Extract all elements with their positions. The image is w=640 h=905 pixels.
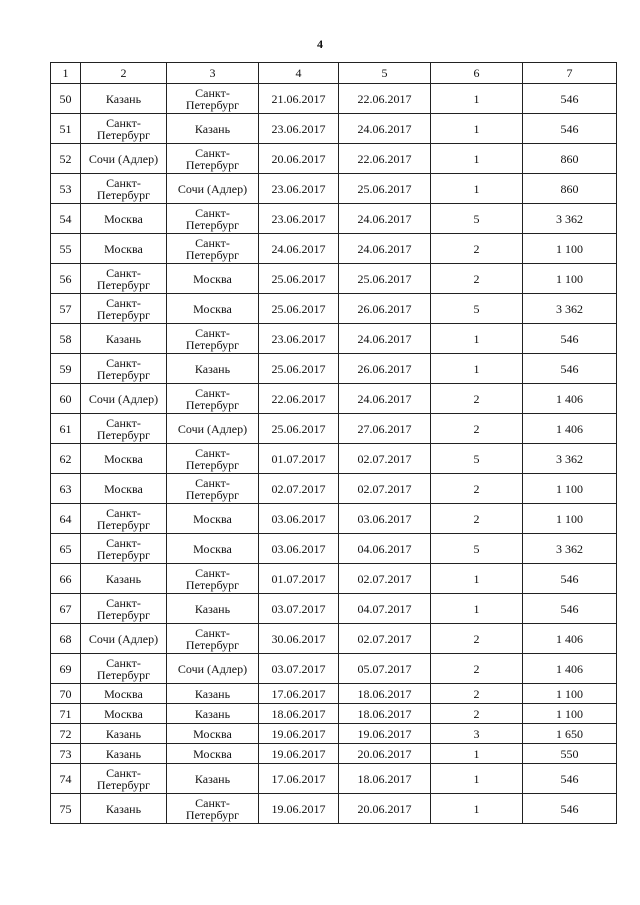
quantity-cell: 2 [431, 234, 523, 264]
origin-city-cell: Москва [81, 234, 167, 264]
row-number-cell: 50 [51, 84, 81, 114]
table-row [51, 764, 617, 794]
amount-cell: 1 100 [523, 684, 617, 704]
row-number-cell: 75 [51, 794, 81, 824]
origin-city-cell: Санкт-Петербург [81, 594, 167, 624]
destination-city-cell: Москва [167, 744, 259, 764]
origin-city-cell: Москва [81, 474, 167, 504]
return-date-cell: 20.06.2017 [339, 744, 431, 764]
quantity-cell: 2 [431, 474, 523, 504]
amount-cell: 1 406 [523, 384, 617, 414]
row-number-cell: 53 [51, 174, 81, 204]
departure-date-cell: 25.06.2017 [259, 294, 339, 324]
return-date-cell: 19.06.2017 [339, 724, 431, 744]
table-row [51, 84, 617, 114]
destination-city-cell: Санкт-Петербург [167, 234, 259, 264]
row-number-cell: 60 [51, 384, 81, 414]
departure-date-cell: 02.07.2017 [259, 474, 339, 504]
amount-cell: 546 [523, 564, 617, 594]
row-number-cell: 63 [51, 474, 81, 504]
row-number-cell: 64 [51, 504, 81, 534]
quantity-cell: 1 [431, 174, 523, 204]
origin-city-cell: Санкт-Петербург [81, 354, 167, 384]
return-date-cell: 24.06.2017 [339, 114, 431, 144]
origin-city-cell: Казань [81, 564, 167, 594]
quantity-cell: 1 [431, 144, 523, 174]
row-number-cell: 61 [51, 414, 81, 444]
destination-city-cell: Санкт-Петербург [167, 624, 259, 654]
quantity-cell: 2 [431, 624, 523, 654]
destination-city-cell: Санкт-Петербург [167, 204, 259, 234]
departure-date-cell: 21.06.2017 [259, 84, 339, 114]
origin-city-cell: Сочи (Адлер) [81, 384, 167, 414]
return-date-cell: 02.07.2017 [339, 444, 431, 474]
departure-date-cell: 01.07.2017 [259, 564, 339, 594]
table-row [51, 324, 617, 354]
departure-date-cell: 17.06.2017 [259, 684, 339, 704]
quantity-cell: 1 [431, 764, 523, 794]
destination-city-cell: Казань [167, 354, 259, 384]
table-row [51, 534, 617, 564]
table-row [51, 384, 617, 414]
return-date-cell: 24.06.2017 [339, 384, 431, 414]
return-date-cell: 02.07.2017 [339, 474, 431, 504]
departure-date-cell: 25.06.2017 [259, 354, 339, 384]
row-number-cell: 65 [51, 534, 81, 564]
destination-city-cell: Санкт-Петербург [167, 794, 259, 824]
return-date-cell: 24.06.2017 [339, 234, 431, 264]
departure-date-cell: 19.06.2017 [259, 724, 339, 744]
column-header: 2 [81, 63, 167, 84]
table-row [51, 684, 617, 704]
destination-city-cell: Санкт-Петербург [167, 444, 259, 474]
amount-cell: 1 100 [523, 504, 617, 534]
column-header: 6 [431, 63, 523, 84]
amount-cell: 1 406 [523, 414, 617, 444]
origin-city-cell: Казань [81, 84, 167, 114]
amount-cell: 3 362 [523, 294, 617, 324]
table-row [51, 624, 617, 654]
table-row [51, 794, 617, 824]
quantity-cell: 5 [431, 534, 523, 564]
table-row [51, 204, 617, 234]
quantity-cell: 1 [431, 794, 523, 824]
destination-city-cell: Москва [167, 504, 259, 534]
destination-city-cell: Санкт-Петербург [167, 324, 259, 354]
quantity-cell: 2 [431, 384, 523, 414]
quantity-cell: 1 [431, 354, 523, 384]
column-header: 3 [167, 63, 259, 84]
departure-date-cell: 24.06.2017 [259, 234, 339, 264]
amount-cell: 1 406 [523, 624, 617, 654]
schedule-table [50, 62, 617, 824]
return-date-cell: 27.06.2017 [339, 414, 431, 444]
departure-date-cell: 23.06.2017 [259, 114, 339, 144]
row-number-cell: 66 [51, 564, 81, 594]
quantity-cell: 1 [431, 114, 523, 144]
return-date-cell: 18.06.2017 [339, 704, 431, 724]
destination-city-cell: Санкт-Петербург [167, 564, 259, 594]
departure-date-cell: 03.07.2017 [259, 654, 339, 684]
origin-city-cell: Санкт-Петербург [81, 414, 167, 444]
table-row [51, 564, 617, 594]
quantity-cell: 3 [431, 724, 523, 744]
destination-city-cell: Казань [167, 684, 259, 704]
amount-cell: 3 362 [523, 534, 617, 564]
row-number-cell: 59 [51, 354, 81, 384]
departure-date-cell: 18.06.2017 [259, 704, 339, 724]
table-row [51, 724, 617, 744]
departure-date-cell: 03.06.2017 [259, 504, 339, 534]
destination-city-cell: Сочи (Адлер) [167, 174, 259, 204]
quantity-cell: 2 [431, 654, 523, 684]
table-row [51, 114, 617, 144]
table-row [51, 264, 617, 294]
return-date-cell: 24.06.2017 [339, 324, 431, 354]
table-row [51, 504, 617, 534]
row-number-cell: 71 [51, 704, 81, 724]
row-number-cell: 56 [51, 264, 81, 294]
table-row [51, 174, 617, 204]
return-date-cell: 05.07.2017 [339, 654, 431, 684]
departure-date-cell: 19.06.2017 [259, 744, 339, 764]
destination-city-cell: Санкт-Петербург [167, 384, 259, 414]
return-date-cell: 02.07.2017 [339, 624, 431, 654]
quantity-cell: 5 [431, 444, 523, 474]
table-row [51, 414, 617, 444]
row-number-cell: 52 [51, 144, 81, 174]
origin-city-cell: Казань [81, 794, 167, 824]
amount-cell: 546 [523, 354, 617, 384]
table-row [51, 234, 617, 264]
origin-city-cell: Казань [81, 324, 167, 354]
destination-city-cell: Москва [167, 724, 259, 744]
page-number: 4 [317, 37, 323, 51]
row-number-cell: 73 [51, 744, 81, 764]
amount-cell: 860 [523, 174, 617, 204]
row-number-cell: 62 [51, 444, 81, 474]
destination-city-cell: Казань [167, 764, 259, 794]
origin-city-cell: Санкт-Петербург [81, 294, 167, 324]
departure-date-cell: 03.07.2017 [259, 594, 339, 624]
quantity-cell: 1 [431, 84, 523, 114]
column-header: 1 [51, 63, 81, 84]
quantity-cell: 1 [431, 564, 523, 594]
table-row [51, 704, 617, 724]
return-date-cell: 22.06.2017 [339, 144, 431, 174]
amount-cell: 546 [523, 764, 617, 794]
quantity-cell: 5 [431, 294, 523, 324]
origin-city-cell: Казань [81, 744, 167, 764]
destination-city-cell: Сочи (Адлер) [167, 654, 259, 684]
departure-date-cell: 23.06.2017 [259, 174, 339, 204]
quantity-cell: 5 [431, 204, 523, 234]
return-date-cell: 20.06.2017 [339, 794, 431, 824]
destination-city-cell: Казань [167, 114, 259, 144]
row-number-cell: 51 [51, 114, 81, 144]
return-date-cell: 26.06.2017 [339, 354, 431, 384]
amount-cell: 546 [523, 84, 617, 114]
departure-date-cell: 23.06.2017 [259, 324, 339, 354]
destination-city-cell: Москва [167, 534, 259, 564]
return-date-cell: 22.06.2017 [339, 84, 431, 114]
return-date-cell: 18.06.2017 [339, 764, 431, 794]
row-number-cell: 69 [51, 654, 81, 684]
table-header-row [51, 63, 617, 84]
destination-city-cell: Москва [167, 264, 259, 294]
return-date-cell: 04.07.2017 [339, 594, 431, 624]
row-number-cell: 55 [51, 234, 81, 264]
departure-date-cell: 22.06.2017 [259, 384, 339, 414]
row-number-cell: 72 [51, 724, 81, 744]
departure-date-cell: 25.06.2017 [259, 264, 339, 294]
return-date-cell: 04.06.2017 [339, 534, 431, 564]
amount-cell: 546 [523, 324, 617, 354]
amount-cell: 1 406 [523, 654, 617, 684]
origin-city-cell: Санкт-Петербург [81, 264, 167, 294]
origin-city-cell: Сочи (Адлер) [81, 144, 167, 174]
destination-city-cell: Санкт-Петербург [167, 474, 259, 504]
return-date-cell: 02.07.2017 [339, 564, 431, 594]
departure-date-cell: 20.06.2017 [259, 144, 339, 174]
return-date-cell: 24.06.2017 [339, 204, 431, 234]
departure-date-cell: 19.06.2017 [259, 794, 339, 824]
column-header: 5 [339, 63, 431, 84]
row-number-cell: 54 [51, 204, 81, 234]
departure-date-cell: 17.06.2017 [259, 764, 339, 794]
quantity-cell: 2 [431, 264, 523, 294]
row-number-cell: 74 [51, 764, 81, 794]
amount-cell: 550 [523, 744, 617, 764]
origin-city-cell: Москва [81, 204, 167, 234]
row-number-cell: 68 [51, 624, 81, 654]
table-row [51, 144, 617, 174]
amount-cell: 1 650 [523, 724, 617, 744]
return-date-cell: 03.06.2017 [339, 504, 431, 534]
departure-date-cell: 23.06.2017 [259, 204, 339, 234]
table-row [51, 744, 617, 764]
return-date-cell: 18.06.2017 [339, 684, 431, 704]
row-number-cell: 67 [51, 594, 81, 624]
destination-city-cell: Казань [167, 594, 259, 624]
origin-city-cell: Сочи (Адлер) [81, 624, 167, 654]
quantity-cell: 1 [431, 324, 523, 354]
amount-cell: 1 100 [523, 474, 617, 504]
amount-cell: 3 362 [523, 444, 617, 474]
amount-cell: 1 100 [523, 704, 617, 724]
amount-cell: 546 [523, 114, 617, 144]
return-date-cell: 26.06.2017 [339, 294, 431, 324]
destination-city-cell: Казань [167, 704, 259, 724]
destination-city-cell: Санкт-Петербург [167, 144, 259, 174]
amount-cell: 546 [523, 594, 617, 624]
destination-city-cell: Москва [167, 294, 259, 324]
quantity-cell: 1 [431, 594, 523, 624]
origin-city-cell: Санкт-Петербург [81, 504, 167, 534]
table-row [51, 654, 617, 684]
quantity-cell: 2 [431, 414, 523, 444]
quantity-cell: 2 [431, 704, 523, 724]
departure-date-cell: 01.07.2017 [259, 444, 339, 474]
quantity-cell: 2 [431, 504, 523, 534]
origin-city-cell: Санкт-Петербург [81, 114, 167, 144]
column-header: 4 [259, 63, 339, 84]
amount-cell: 546 [523, 794, 617, 824]
table-row [51, 594, 617, 624]
origin-city-cell: Москва [81, 704, 167, 724]
amount-cell: 1 100 [523, 264, 617, 294]
table-row [51, 474, 617, 504]
origin-city-cell: Санкт-Петербург [81, 534, 167, 564]
origin-city-cell: Казань [81, 724, 167, 744]
return-date-cell: 25.06.2017 [339, 264, 431, 294]
table-row [51, 294, 617, 324]
amount-cell: 860 [523, 144, 617, 174]
departure-date-cell: 30.06.2017 [259, 624, 339, 654]
row-number-cell: 57 [51, 294, 81, 324]
origin-city-cell: Москва [81, 684, 167, 704]
row-number-cell: 58 [51, 324, 81, 354]
origin-city-cell: Санкт-Петербург [81, 764, 167, 794]
table-row [51, 444, 617, 474]
amount-cell: 1 100 [523, 234, 617, 264]
destination-city-cell: Сочи (Адлер) [167, 414, 259, 444]
departure-date-cell: 25.06.2017 [259, 414, 339, 444]
origin-city-cell: Санкт-Петербург [81, 654, 167, 684]
quantity-cell: 1 [431, 744, 523, 764]
column-header: 7 [523, 63, 617, 84]
table-row [51, 354, 617, 384]
origin-city-cell: Санкт-Петербург [81, 174, 167, 204]
return-date-cell: 25.06.2017 [339, 174, 431, 204]
departure-date-cell: 03.06.2017 [259, 534, 339, 564]
destination-city-cell: Санкт-Петербург [167, 84, 259, 114]
quantity-cell: 2 [431, 684, 523, 704]
row-number-cell: 70 [51, 684, 81, 704]
origin-city-cell: Москва [81, 444, 167, 474]
amount-cell: 3 362 [523, 204, 617, 234]
